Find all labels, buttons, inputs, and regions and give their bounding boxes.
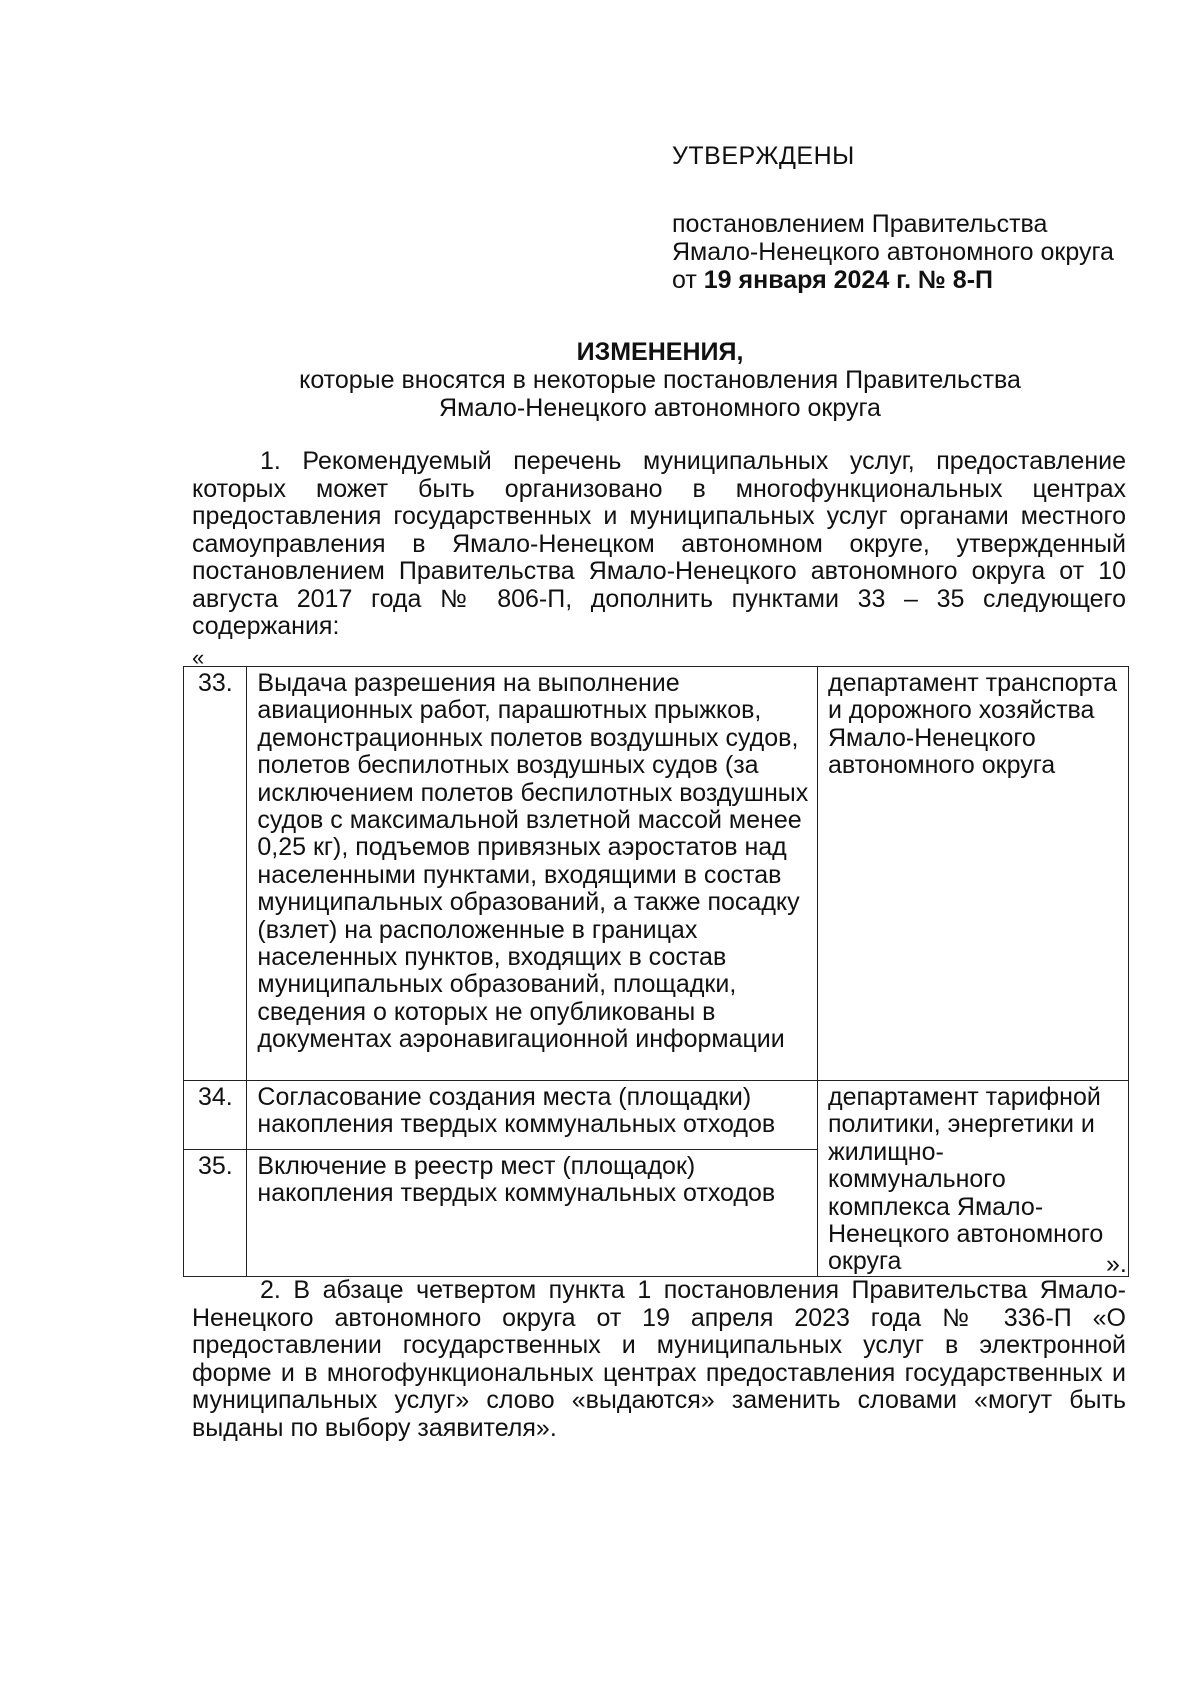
service-description: Включение в реестр мест (площадок) накопления твердых коммунальных отходов: [247, 1150, 818, 1277]
title-subtitle-line-1: которые вносятся в некоторые постановления Правительства: [299, 366, 1021, 394]
quote-close: ».: [1106, 1250, 1127, 1278]
quote-open: «: [192, 645, 205, 670]
approval-date-prefix: от: [672, 266, 697, 294]
title-subtitle-line-2: Ямало-Ненецкого автономного округа: [439, 394, 881, 422]
approved-label: УТВЕРЖДЕНЫ: [672, 142, 855, 170]
approval-date-line: [672, 266, 1132, 294]
service-description: Согласование создания места (площадки) накопления твердых коммунальных отходов: [247, 1081, 818, 1150]
document-title: [190, 338, 1130, 422]
table-row: [184, 1081, 1129, 1150]
paragraph-1: 1. Рекомендуемый перечень муниципальных услуг, предоставление которых может быть организовано в многофункциональных центрах предоставления государственных и муниципальных услуг органами местного самоуправления в Ямало-Ненецком автономном округе, утвержденный постановлением Правительства Ямало-Ненецкого автономного округа от 10 августа 2017 года № 806-П, дополнить пунктами 33 – 35 следующего содержания:: [192, 447, 1126, 640]
paragraph-2: 2. В абзаце четвертом пункта 1 постановления Правительства Ямало-Ненецкого автономного округа от 19 апреля 2023 года № 336-П «О предоставлении государственных и муниципальных услуг в электронной форме и в многофункциональных центрах предоставления государственных и муниципальных услуг» слово «выдаются» заменить словами «могут быть выданы по выбору заявителя».: [192, 1276, 1126, 1442]
services-table: [183, 666, 1129, 1277]
row-number: 34.: [184, 1081, 247, 1150]
row-number: 33.: [184, 667, 247, 1081]
department-cell: департамент тарифной политики, энергетики и жилищно-коммунального комплекса Ямало-Ненецкого автономного округа: [818, 1081, 1129, 1277]
approval-date-value: 19 января 2024 г. № 8-П: [703, 266, 993, 294]
department-cell: департамент транспорта и дорожного хозяйства Ямало-Ненецкого автономного округа: [818, 667, 1129, 1081]
approval-stamp: [672, 142, 1132, 294]
title-heading: ИЗМЕНЕНИЯ,: [576, 338, 744, 366]
approval-line-1: постановлением Правительства: [672, 210, 1048, 238]
table-row: [184, 667, 1129, 1081]
service-description: Выдача разрешения на выполнение авиационных работ, парашютных прыжков, демонстрационных полетов воздушных судов, полетов беспилотных воздушных судов (за исключением полетов беспилотных воздушных судов с максимальной взлетной массой менее 0,25 кг), подъемов привязных аэростатов над населенными пунктами, входящими в состав муниципальных образований, а также посадку (взлет) на расположенные в границах населенных пунктов, входящих в состав муниципальных образований, площадки, сведения о которых не опубликованы в документах аэронавигационной информации: [247, 667, 818, 1081]
row-number: 35.: [184, 1150, 247, 1277]
approval-line-2: Ямало-Ненецкого автономного округа: [672, 238, 1114, 266]
